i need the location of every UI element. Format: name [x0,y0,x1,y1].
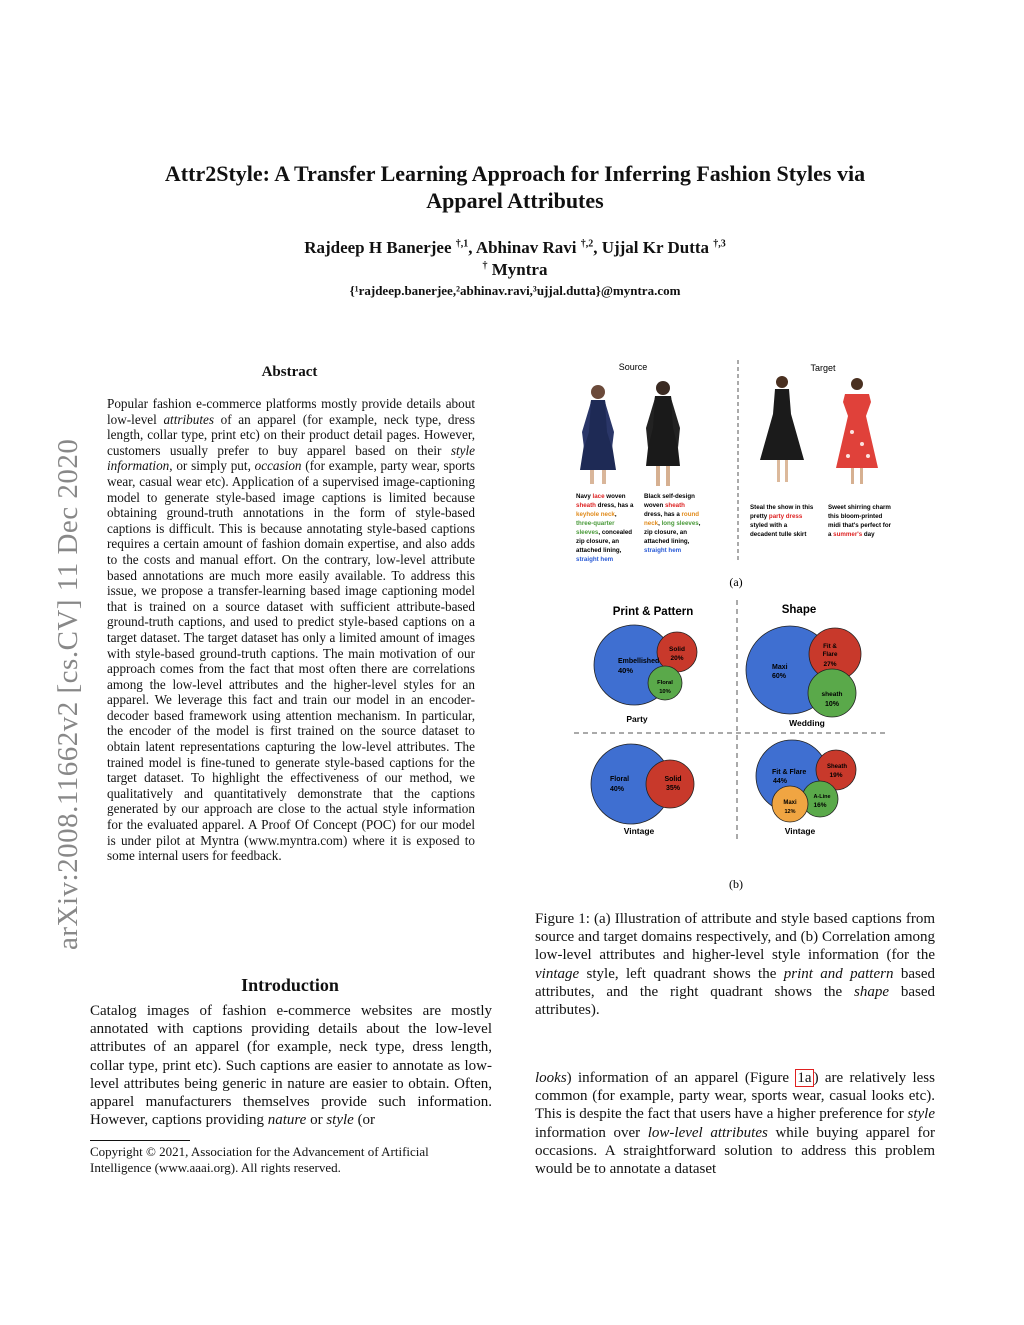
svg-text:Steal the show in this: Steal the show in this [750,504,814,511]
svg-text:a summer's day: a summer's day [828,531,875,538]
title-line-1: Attr2Style: A Transfer Learning Approach for Inferring Fashion Styles via [164,161,866,186]
sublabel-a: (a) [729,575,743,589]
svg-text:attached lining,: attached lining, [576,547,622,554]
svg-text:35%: 35% [665,785,681,792]
arxiv-stamp-text: arXiv:2008.11662v2 [cs.CV] 11 Dec 2020 [52,438,84,950]
introduction-body: Catalog images of fashion e-commerce websites are mostly annotated with captions providing details about the low-level attributes of an apparel (for example, neck type, dress length, collar type, print etc). Such captions are easier to annotate as low-level attributes being generic in nature are easier to obtain. Often, apparel manufacturers themselves provide such information. However, captions providing nature or style (or [90,1003,492,1129]
svg-text:zip closure, an: zip closure, an [644,529,687,536]
svg-text:20%: 20% [670,655,684,662]
author-1-sup: †,1 [455,238,469,250]
vintage-shape-label: Vintage [784,826,816,836]
svg-text:10%: 10% [824,701,840,708]
svg-text:woven sheath: woven sheath [644,502,685,509]
svg-text:Solid: Solid [664,776,682,783]
svg-text:zip closure, an: zip closure, an [576,538,619,545]
svg-text:60%: 60% [772,673,787,680]
sublabel-b: (b) [729,877,743,891]
svg-text:Maxi: Maxi [783,800,797,806]
svg-text:straight hem: straight hem [644,547,682,554]
source-caption-1 [576,493,634,563]
svg-text:Embellished: Embellished [618,658,660,665]
svg-text:A-Line: A-Line [813,794,831,800]
author-2: Abhinav Ravi [475,238,577,257]
venn-panel [574,600,886,840]
introduction-heading: Introduction [241,975,339,995]
copyright-footnote: Copyright © 2021, Association for the Advancement of Artificial Intelligence (www.aaai.org). All rights reserved. [90,1144,429,1175]
print-pattern-title: Print & Pattern [612,606,694,618]
affiliation-mark: † [482,260,488,272]
venn-party [594,625,697,724]
source-label: Source [618,362,648,372]
footnote-rule [90,1140,190,1141]
product-image-black-dress [646,381,680,486]
product-image-red-dress [836,378,878,484]
svg-text:Flare: Flare [822,651,838,658]
svg-text:Sweet shirring charm: Sweet shirring charm [828,504,891,511]
shape-title: Shape [781,604,817,616]
paper-title [90,160,940,214]
column-2-body: looks) information of an apparel (Figure 1a ) are relatively less common (for example, party wear, sports wear, casual looks etc). This is despite the fact that users have a higher preference for style information over low-level attributes while buying apparel for occasions. A straightforward solution to address this problem would be to annotate a dataset [535,1070,935,1178]
abstract-heading: Abstract [261,364,318,380]
svg-text:keyhole neck,: keyhole neck, [576,511,617,518]
svg-text:sheath: sheath [821,691,843,698]
figure-1 [560,352,900,900]
svg-text:44%: 44% [773,778,788,785]
svg-text:16%: 16% [813,802,827,809]
arxiv-stamp [22,350,84,950]
svg-text:dress, has a round: dress, has a round [644,511,700,518]
wedding-label: Wedding [789,718,825,728]
svg-text:this bloom-printed: this bloom-printed [828,513,883,520]
svg-text:Fit & Flare: Fit & Flare [772,769,807,776]
svg-text:Solid: Solid [669,646,685,653]
source-caption-2 [643,493,701,554]
title-line-2: Apparel Attributes [426,188,604,213]
svg-text:Black self-design: Black self-design [644,493,695,500]
svg-text:10%: 10% [659,689,671,695]
venn-vintage-shape [756,740,856,836]
party-label: Party [626,714,648,724]
product-image-navy-dress [580,385,616,484]
product-image-party-dress [760,376,804,482]
svg-text:Maxi: Maxi [772,664,788,671]
venn-vintage-solid [646,760,694,808]
svg-text:40%: 40% [618,666,634,675]
svg-text:straight hem: straight hem [576,556,614,563]
svg-text:decadent tulle skirt: decadent tulle skirt [750,531,807,538]
svg-text:pretty party dress: pretty party dress [750,513,803,520]
author-3-sup: †,3 [713,238,726,250]
target-caption-1 [750,504,814,538]
svg-text:attached lining,: attached lining, [644,538,690,545]
svg-text:12%: 12% [784,809,796,815]
svg-text:midi that's perfect for: midi that's perfect for [828,522,892,529]
svg-text:Navy lace woven: Navy lace woven [576,493,626,500]
figure-1-svg [560,352,900,900]
vintage-print-label: Vintage [623,826,655,836]
affiliation: Myntra [491,260,548,279]
author-emails: {¹rajdeep.banerjee,²abhinav.ravi,³ujjal.dutta}@myntra.com [349,283,681,298]
authors: Rajdeep H Banerjee $^{\dagger,1}$, Abhinav Ravi $^{\dagger,2}$, Ujjal Kr Dutta $^{\dagger,3}$ † Myntra [304,238,726,279]
author-3: Ujjal Kr Dutta [601,238,710,257]
svg-text:Floral: Floral [610,776,630,783]
svg-text:27%: 27% [823,661,837,668]
svg-text:neck, long sleeves,: neck, long sleeves, [644,520,701,527]
svg-text:Floral: Floral [657,680,673,686]
svg-text:sheath dress, has a: sheath dress, has a [576,502,634,509]
svg-text:19%: 19% [829,772,843,779]
svg-text:40%: 40% [610,786,625,793]
figure-1a-link[interactable]: 1a [797,1070,812,1086]
svg-text:Sheath: Sheath [826,764,848,770]
svg-text:sleeves, concealed: sleeves, concealed [576,529,633,536]
author-1: Rajdeep H Banerjee [304,238,452,257]
svg-text:styled with a: styled with a [750,522,788,529]
target-label: Target [810,363,836,373]
author-2-sup: †,2 [580,238,594,250]
figure-caption: Figure 1: (a) Illustration of attribute and style based captions from source and target domains respectively, and (b) Correlation among low-level attributes and higher-level style information (for the vintage style, left quadrant shows the print and pattern based attributes, and the right quadrant shows the shape based attributes). [535,911,935,1019]
target-caption-2 [828,504,892,538]
svg-text:Fit &: Fit & [823,643,837,650]
venn-vintage-print [591,744,694,836]
svg-text:three-quarter: three-quarter [576,520,615,527]
venn-wedding [746,626,861,728]
abstract-body: Popular fashion e-commerce platforms mostly provide details about low-level attributes of an apparel (for example, neck type, dress length, collar type, print etc) on their product detail pages. However, customers usually prefer to buy apparel based on their style information, or simply put, occasion (for example, party wear, sports wear, casual wear etc). Application of a supervised image-captioning model to generate style-based image captions is limited because obtaining ground-truth annotations in the form of style-based captions is difficult. This is because annotating style-based captions requires a certain amount of fashion domain expertise, and also adds to the costs and manual effort. On the contrary, low-level attribute based annotations are much more easily available. To address this issue, we propose a transfer-learning based image captioning model that is trained on a source dataset with sufficient attribute-based ground-truth captions, and used to predict style-based captions on a target dataset. The target dataset has only a limited amount of images with style-based ground-truth captions. The main motivation of our approach comes from the fact that most often there are correlations among the low-level attributes and the higher-level styles for an apparel. We leverage this fact and train our model in an encoder-decoder based framework using attention mechanism. In particular, the encoder of the model is first trained on the source dataset to obtain latent representations capturing the low-level attributes. The trained model is fine-tuned to generate style-based captions for the target dataset. To highlight the effectiveness of our method, we qualitatively and quantitatively demonstrate that the captions generated by our approach are close to the actual style information for the evaluated apparel. A Proof Of Concept (POC) for our model is under pilot at Myntra (www.myntra.com) where it is exposed to some internal users for feedback. [107,396,475,864]
